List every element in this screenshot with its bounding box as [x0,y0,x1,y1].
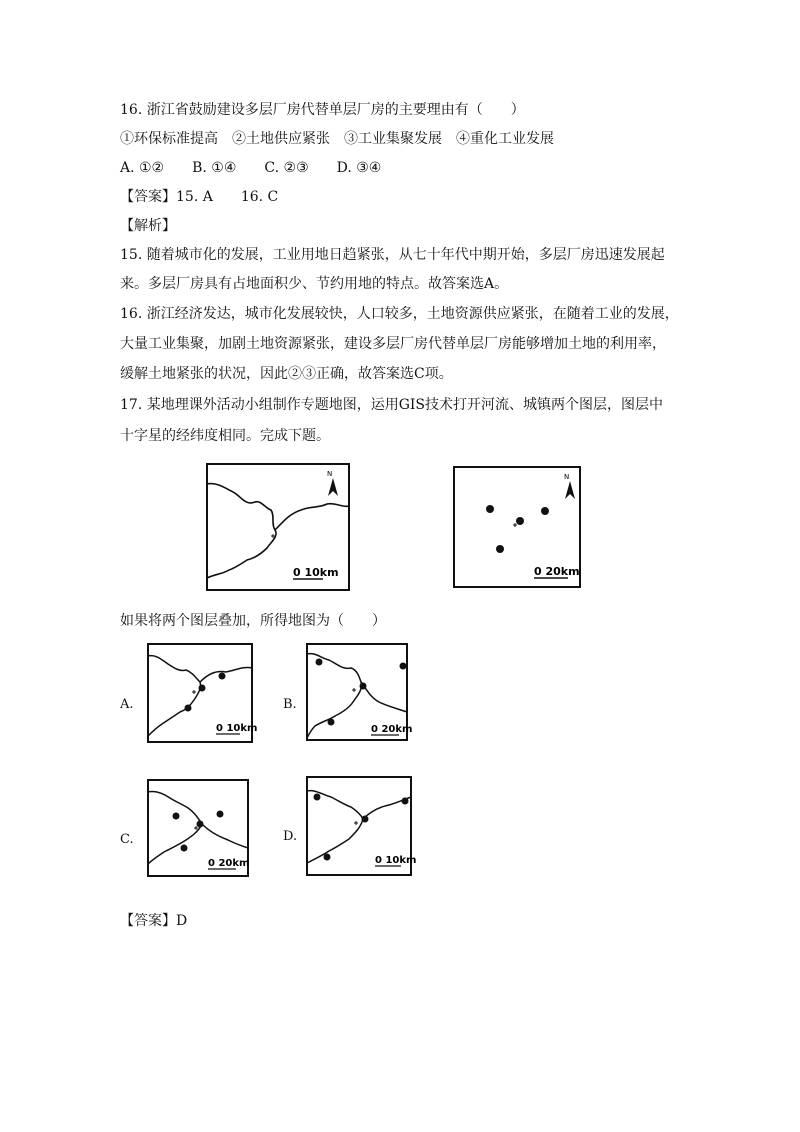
town-dot [486,505,494,513]
analysis-title: 【解析】 [120,218,176,234]
north-label: N [327,470,333,478]
q17-stem-line1: 17. 某地理课外活动小组制作专题地图，运用GIS技术打开河流、城镇两个图层，图层中 [120,397,664,413]
town-dot [516,517,524,525]
rivers-layer-scale: 0 10km [293,566,339,579]
town-dot [496,545,504,553]
town-dot [328,719,335,726]
q16-options: A. ①② B. ①④ C. ②③ D. ③④ [120,160,382,176]
option-c-scale: 0 20km [208,858,250,869]
town-dot [185,705,192,712]
option-a-scale: 0 10km [216,723,258,734]
north-arrow-icon [328,478,338,496]
analysis-15-line1: 15. 随着城市化的发展，工业用地日趋紧张，从七十年代中期开始，多层厂房迅速发展起 [120,247,665,263]
analysis-16-line1: 16. 浙江经济发达，城市化发展较快，人口较多，土地资源供应紧张，在随着工业的发展， [120,306,679,322]
q16-items: ①环保标准提高 ②土地供应紧张 ③工业集聚发展 ④重化工业发展 [120,131,554,147]
option-c-label[interactable]: C. [120,832,134,847]
q17-stem-line2: 十字星的经纬度相同。完成下题。 [120,428,330,444]
q16-stem: 16. 浙江省鼓励建设多层厂房代替单层厂房的主要理由有（ ） [120,102,525,118]
town-dot [181,845,188,852]
option-b-map[interactable] [305,642,413,742]
town-dot [362,816,369,823]
town-dot [360,683,367,690]
option-b-label[interactable]: B. [283,697,297,712]
town-dot [173,813,180,820]
analysis-15-line2: 来。多层厂房具有占地面积少、节约用地的特点。故答案选A。 [120,276,509,292]
analysis-16-line3: 缓解土地紧张的状况，因此②③正确，故答案选C项。 [120,366,453,382]
option-d-label[interactable]: D. [283,829,298,844]
town-dot [219,673,226,680]
town-dot [400,663,407,670]
town-dot [402,798,409,805]
town-dot [324,854,331,861]
town-dot [541,507,549,515]
north-label: N [564,473,570,481]
option-c-map[interactable] [146,778,250,878]
towns-layer-scale: 0 20km [534,565,580,578]
towns-layer-map [452,465,582,589]
option-d-scale: 0 10km [375,855,417,866]
town-dot [314,794,321,801]
north-arrow-icon [565,481,575,499]
town-dot [316,659,323,666]
answer-15-16: 【答案】15. A 16. C [120,189,279,205]
rivers-layer-map [205,462,351,592]
q17-question: 如果将两个图层叠加，所得地图为（ ） [120,613,386,629]
option-b-scale: 0 20km [371,724,413,735]
analysis-16-line2: 大量工业集聚，加剧土地资源紧张，建设多层厂房代替单层厂房能够增加土地的利用率， [120,336,666,352]
town-dot [217,811,224,818]
town-dot [199,685,206,692]
answer-17: 【答案】D [120,913,188,929]
option-a-map[interactable] [146,642,258,744]
option-a-label[interactable]: A. [120,697,134,712]
option-d-map[interactable] [305,775,417,877]
town-dot [197,821,204,828]
